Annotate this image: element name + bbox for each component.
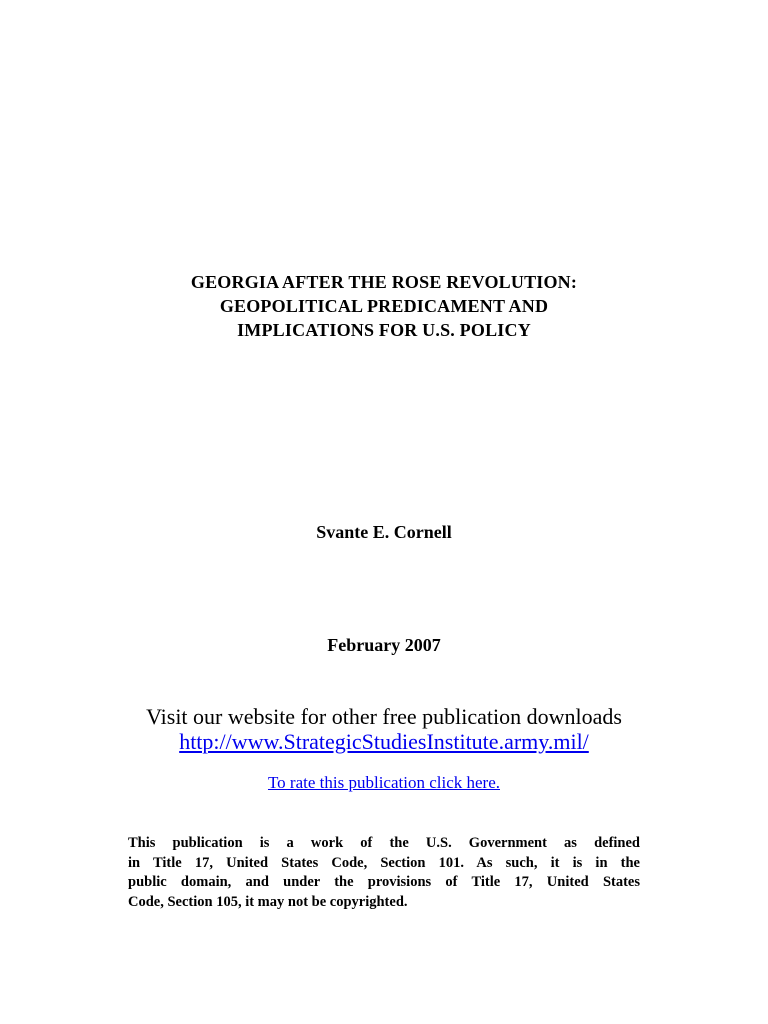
disclaimer-line-1: This publication is a work of the U.S. Government as defined bbox=[128, 835, 640, 851]
website-link[interactable]: http://www.StrategicStudiesInstitute.army.mil/ bbox=[179, 729, 589, 754]
title-line-1: GEORGIA AFTER THE ROSE REVOLUTION: bbox=[190, 272, 578, 292]
document-title bbox=[0, 270, 768, 342]
disclaimer-line-3: public domain, and under the provisions of Title 17, United States bbox=[128, 874, 640, 890]
disclaimer-line-2: in Title 17, United States Code, Section 101. As such, it is in the bbox=[128, 854, 640, 871]
title-line-3: IMPLICATIONS FOR U.S. POLICY bbox=[237, 320, 531, 340]
author-name: Svante E. Cornell bbox=[316, 522, 452, 542]
visit-website-text: Visit our website for other free publication downloads bbox=[146, 704, 622, 729]
publication-date: February 2007 bbox=[327, 635, 441, 655]
disclaimer-line-4: Code, Section 105, it may not be copyrighted. bbox=[128, 893, 408, 910]
title-line-2: GEOPOLITICAL PREDICAMENT AND bbox=[219, 296, 549, 316]
copyright-disclaimer bbox=[128, 834, 640, 912]
rate-publication-link[interactable]: To rate this publication click here. bbox=[267, 773, 500, 792]
rate-link-container bbox=[0, 773, 768, 793]
website-link-container bbox=[0, 729, 768, 755]
